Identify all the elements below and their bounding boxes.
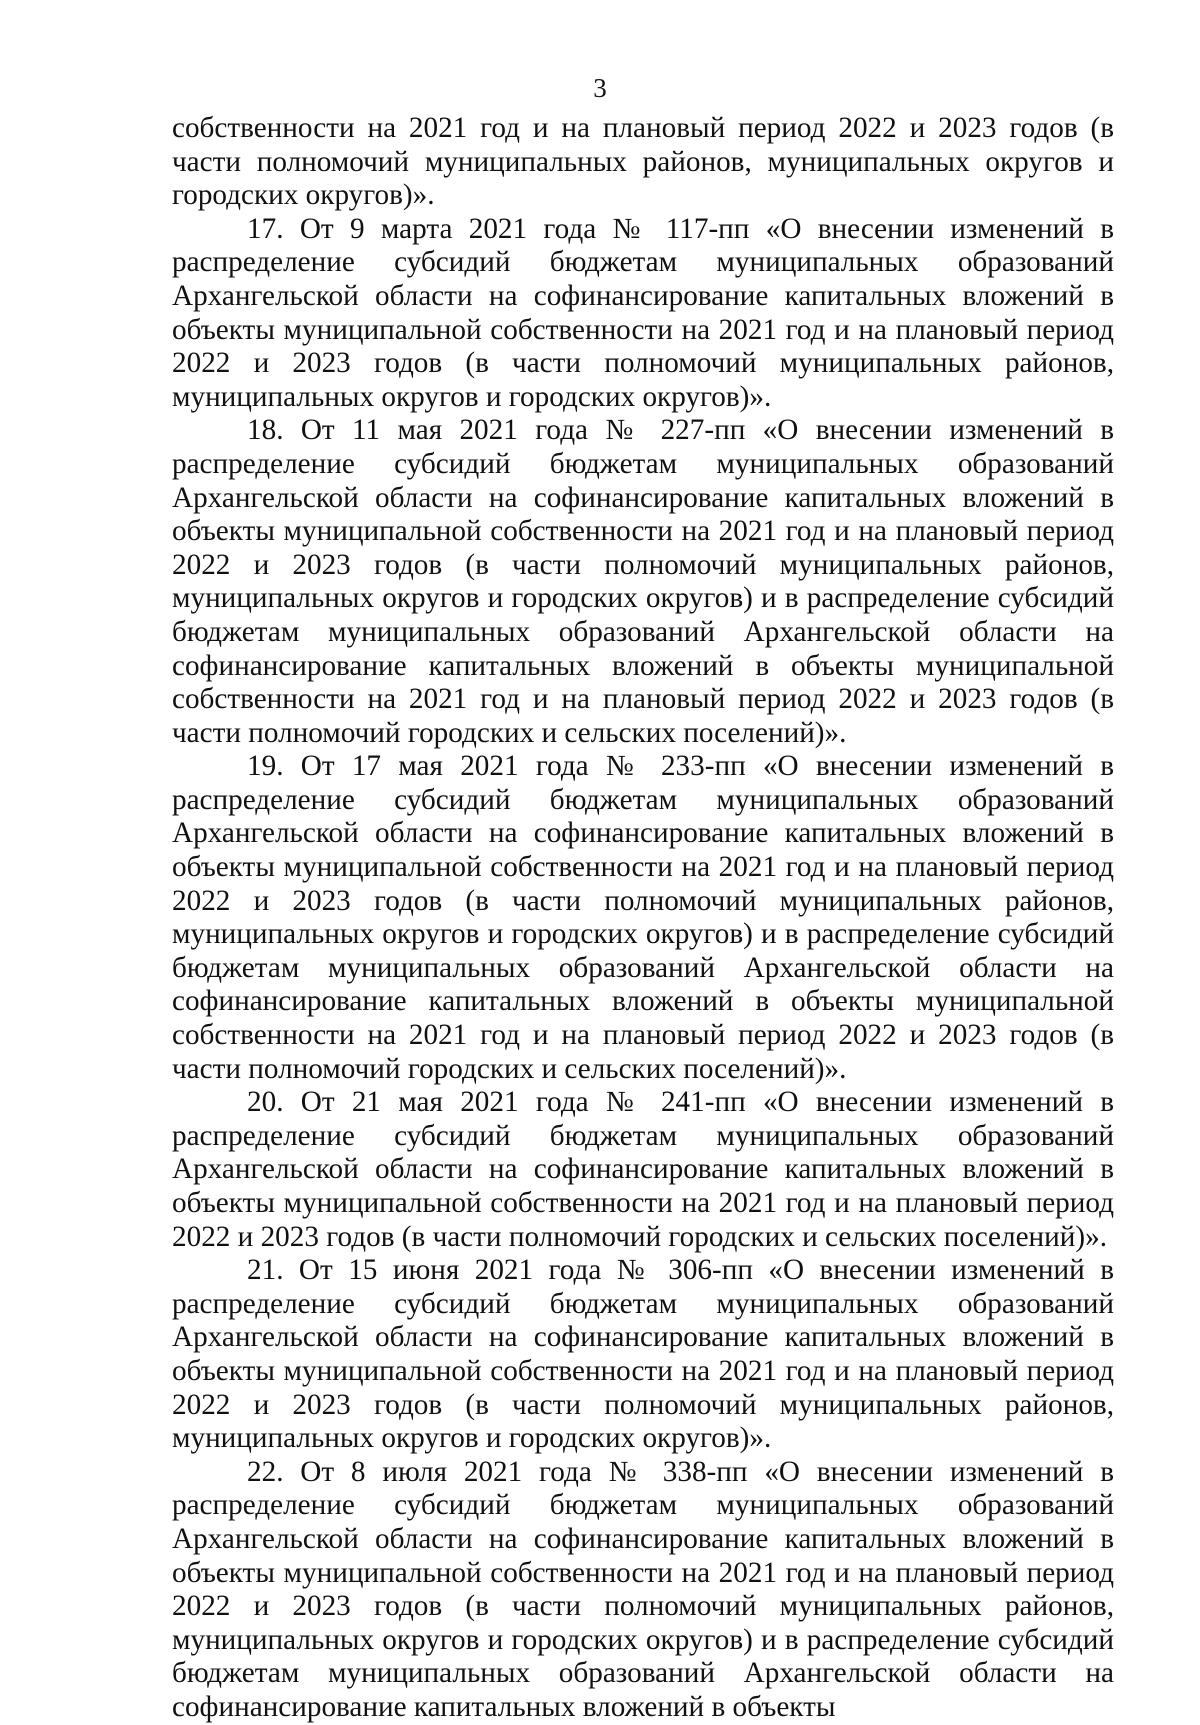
paragraph-item-19: 19. От 17 мая 2021 года № 233-пп «О внесении изменений в распределение субсидий бюджетам муниципальных образований Архангельской области на софинансирование капитальных вложений в объекты муниципальной собственности на 2021 год и на плановый период 2022 и 2023 годов (в части полномочий муниципальных районов, муниципальных округов и городских округов) и в распределение субсидий бюджетам муниципальных образований Архангельской области на софинансирование капитальных вложений в объекты муниципальной собственности на 2021 год и на плановый период 2022 и 2023 годов (в части полномочий городских и сельских поселений)». bbox=[172, 750, 1114, 1085]
paragraph-item-22: 22. От 8 июля 2021 года № 338-пп «О внесении изменений в распределение субсидий бюджетам муниципальных образований Архангельской области на софинансирование капитальных вложений в объекты муниципальной собственности на 2021 год и на плановый период 2022 и 2023 годов (в части полномочий муниципальных районов, муниципальных округов и городских округов) и в распределение субсидий бюджетам муниципальных образований Архангельской области на софинансирование капитальных вложений в объекты bbox=[172, 1455, 1114, 1723]
paragraph-item-18: 18. От 11 мая 2021 года № 227-пп «О внесении изменений в распределение субсидий бюджетам муниципальных образований Архангельской области на софинансирование капитальных вложений в объекты муниципальной собственности на 2021 год и на плановый период 2022 и 2023 годов (в части полномочий муниципальных районов, муниципальных округов и городских округов) и в распределение субсидий бюджетам муниципальных образований Архангельской области на софинансирование капитальных вложений в объекты муниципальной собственности на 2021 год и на плановый период 2022 и 2023 годов (в части полномочий городских и сельских поселений)». bbox=[172, 414, 1114, 749]
document-body bbox=[172, 112, 1114, 1725]
paragraph-item-20: 20. От 21 мая 2021 года № 241-пп «О внесении изменений в распределение субсидий бюджетам муниципальных образований Архангельской области на софинансирование капитальных вложений в объекты муниципальной собственности на 2021 год и на плановый период 2022 и 2023 годов (в части полномочий городских и сельских поселений)». bbox=[172, 1086, 1114, 1253]
page-number: 3 bbox=[593, 73, 607, 103]
paragraph-continuation: собственности на 2021 год и на плановый период 2022 и 2023 годов (в части полномочий муниципальных районов, муниципальных округов и городских округов)». bbox=[172, 112, 1114, 212]
paragraph-item-17: 17. От 9 марта 2021 года № 117-пп «О внесении изменений в распределение субсидий бюджетам муниципальных образований Архангельской области на софинансирование капитальных вложений в объекты муниципальной собственности на 2021 год и на плановый период 2022 и 2023 годов (в части полномочий муниципальных районов, муниципальных округов и городских округов)». bbox=[172, 212, 1114, 413]
paragraph-item-21: 21. От 15 июня 2021 года № 306-пп «О внесении изменений в распределение субсидий бюджетам муниципальных образований Архангельской области на софинансирование капитальных вложений в объекты муниципальной собственности на 2021 год и на плановый период 2022 и 2023 годов (в части полномочий муниципальных районов, муниципальных округов и городских округов)». bbox=[172, 1254, 1114, 1455]
